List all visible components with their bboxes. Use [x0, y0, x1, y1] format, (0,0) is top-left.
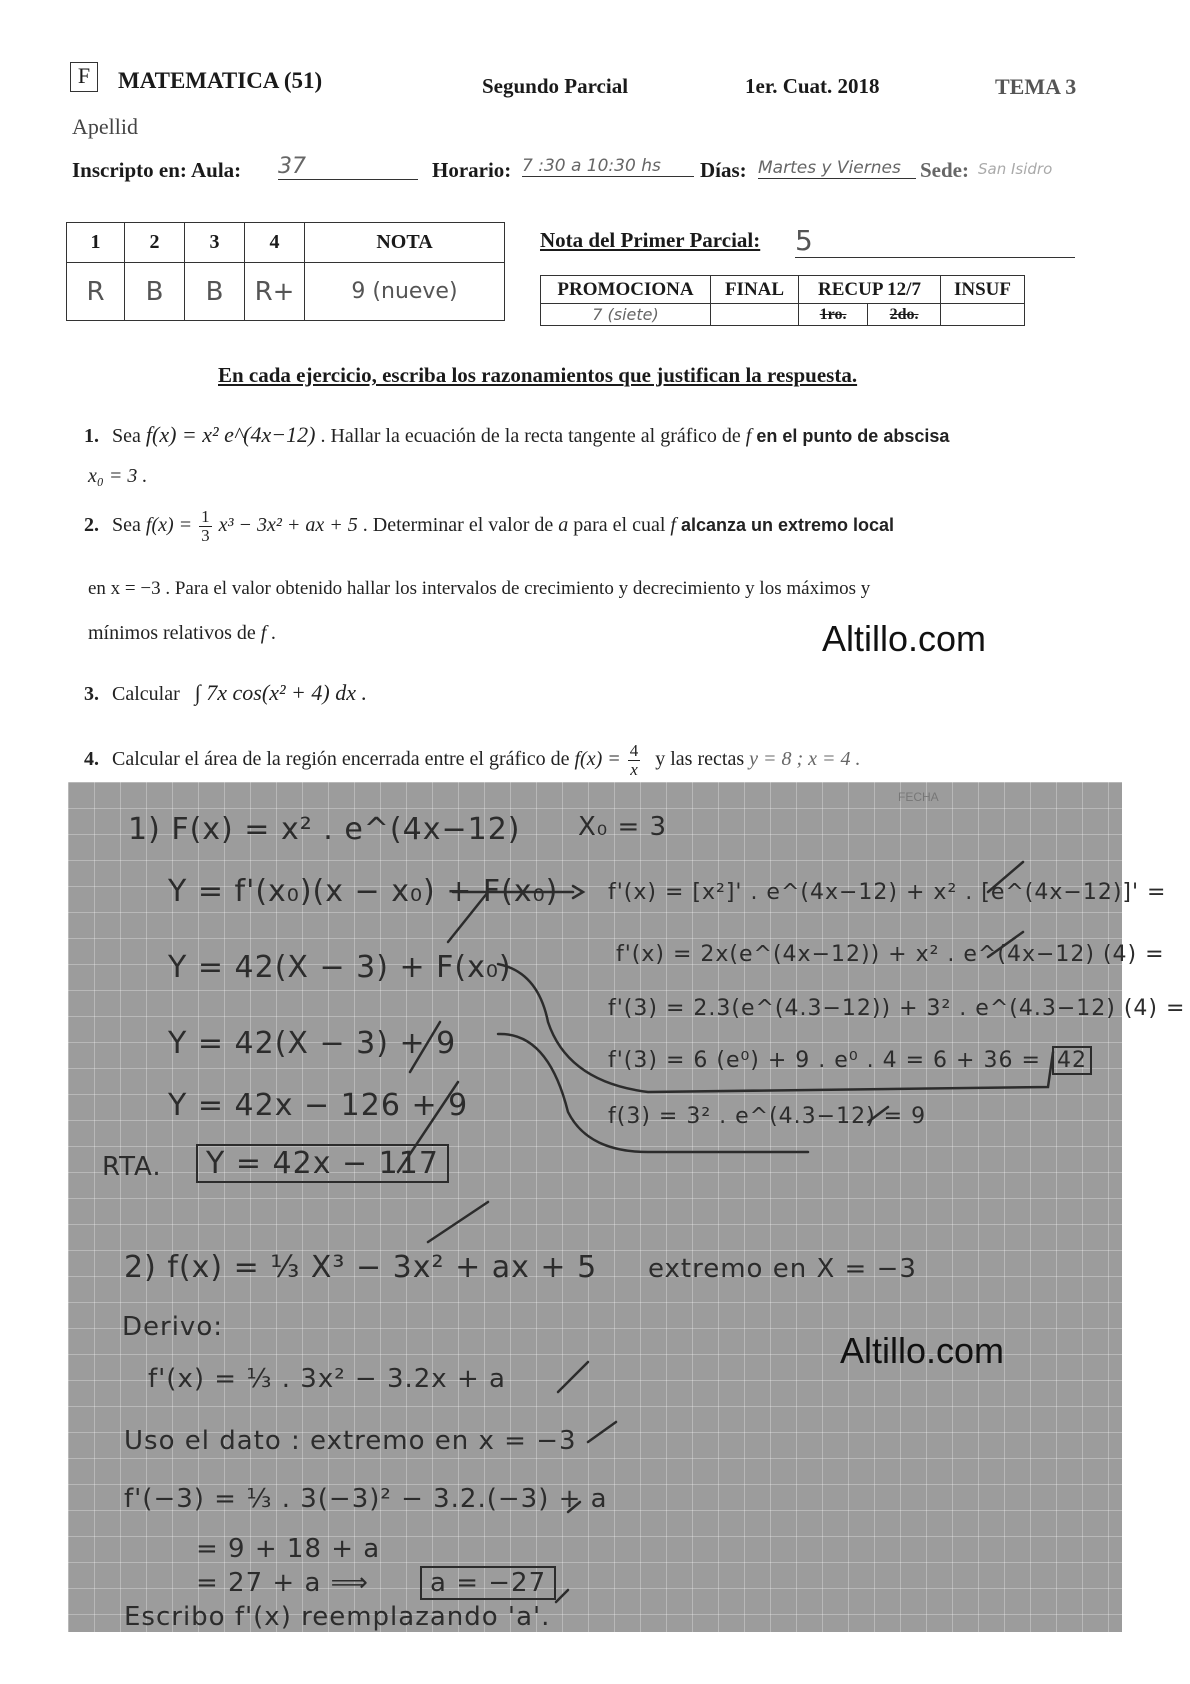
grade-value: B — [125, 263, 185, 321]
fraction-den: x — [630, 759, 638, 779]
recup-1ro: 1ro. — [799, 304, 868, 326]
result-table — [540, 275, 1025, 326]
check-mark — [558, 1362, 588, 1392]
exercise-text: para el cual — [573, 513, 666, 536]
check-mark — [988, 932, 1023, 957]
check-mark — [556, 1590, 568, 1602]
exercise-text: f(x) = — [574, 747, 621, 770]
aula-label: Inscripto en: Aula: — [72, 158, 242, 182]
exercise-number: 1. — [84, 425, 99, 447]
promociona-value: 7 (siete) — [541, 304, 711, 326]
fraction — [628, 742, 641, 779]
grades-table — [66, 222, 505, 321]
hw-line: Escribo f'(x) reemplazando 'a'. — [124, 1602, 551, 1632]
hw-line: = 9 + 18 + a — [196, 1534, 381, 1564]
instruction-heading: En cada ejercicio, escriba los razonamientos que justifican la respuesta. — [218, 363, 858, 387]
exercise-text: y = 8 ; x = 4 . — [749, 747, 861, 770]
exercise-text: Calcular — [112, 683, 180, 705]
exercise-text: f — [670, 513, 676, 536]
tema-label: TEMA 3 — [995, 74, 1077, 99]
handwritten-sheet — [68, 782, 1186, 1632]
hw-answer-2: a = −27 — [420, 1566, 556, 1600]
exercise-number: 3. — [84, 683, 99, 705]
hw-line: 1) F(x) = x² . e^(4x−12) — [128, 812, 521, 847]
check-mark — [428, 1202, 488, 1242]
fraction-den: 3 — [201, 525, 210, 545]
dias-label: Días: — [700, 158, 747, 182]
dias-value: Martes y Viernes — [758, 158, 916, 179]
watermark-text: Altillo.com — [840, 1330, 1005, 1371]
grade-value: R+ — [245, 263, 305, 321]
exercise-3 — [84, 680, 367, 706]
grade-value: B — [185, 263, 245, 321]
exercise-text: Calcular el área de la región encerrada entre el gráfico de — [112, 747, 570, 770]
exercise-2-line3 — [88, 622, 276, 645]
grade-value: R — [67, 263, 125, 321]
hw-line: f'(x) = [x²]' . e^(4x−12) + x² . [e^(4x−12)]' = — [608, 880, 1167, 905]
primer-parcial-label: Nota del Primer Parcial: — [540, 228, 761, 252]
bracket-arrow — [498, 964, 1053, 1092]
subject-title: MATEMATICA (51) — [118, 68, 323, 93]
grade-header: 4 — [245, 223, 305, 263]
hw-line: f(3) = 3² . e^(4.3−12) = 9 — [608, 1104, 927, 1129]
term-label: 1er. Cuat. 2018 — [745, 74, 880, 98]
tema-letter-box: F — [70, 62, 98, 92]
arrow-head — [573, 886, 583, 898]
exercise-text: f . — [260, 622, 277, 644]
hw-line: Y = 42(X − 3) + 9 — [168, 1026, 457, 1061]
exercise-1 — [84, 422, 949, 448]
insuf-value — [941, 304, 1025, 326]
grade-header: 3 — [185, 223, 245, 263]
hw-line: Uso el dato : extremo en x = −3 — [124, 1426, 577, 1456]
hw-answer-1: Y = 42x − 117 — [196, 1144, 449, 1183]
exercise-number: 4. — [84, 747, 99, 770]
recup-2do: 2do. — [868, 304, 941, 326]
aula-value: 37 — [278, 154, 418, 180]
exercise-1-formula: f(x) = x² e^(4x−12) — [145, 422, 316, 447]
exercise-text: f — [745, 425, 752, 447]
exercise-2-line2: en x = −3 . Para el valor obtenido hallar los intervalos de crecimiento y decrecimiento y los máximos y — [88, 578, 871, 599]
hw-line: = 27 + a ⟹ — [196, 1568, 369, 1598]
exercise-text: f(x) = — [145, 513, 193, 536]
final-value — [711, 304, 799, 326]
exercise-text: a — [558, 513, 569, 536]
exercise-text: en el punto de abscisa — [756, 426, 950, 446]
fraction-num: 4 — [629, 741, 639, 760]
hw-line: Y = 42x − 126 + 9 — [168, 1088, 469, 1123]
watermark-text: Altillo.com — [822, 618, 987, 659]
fraction-num: 1 — [201, 507, 210, 526]
grade-header: 1 — [67, 223, 125, 263]
hw-line: f'(3) = 2.3(e^(4.3−12)) + 3² . e^(4.3−12) (4) = — [608, 996, 1186, 1021]
exercise-text: alcanza un extremo local — [680, 514, 895, 535]
hw-line: Derivo: — [122, 1312, 223, 1342]
result-header: RECUP 12/7 — [799, 276, 941, 304]
hw-rta-label: RTA. — [102, 1152, 162, 1182]
check-mark — [568, 1502, 580, 1512]
exercise-text: Sea — [112, 425, 141, 447]
sede-label: Sede: — [920, 158, 969, 182]
check-mark — [588, 1422, 616, 1442]
exam-title: Segundo Parcial — [482, 74, 629, 98]
exercise-text: . Determinar el valor de — [362, 513, 554, 536]
exercise-text: . Hallar la ecuación de la recta tangente al gráfico de — [320, 425, 741, 447]
check-mark — [988, 862, 1023, 892]
hw-line: f'(−3) = ⅓ . 3(−3)² − 3.2.(−3) + a — [124, 1484, 608, 1514]
result-header: INSUF — [941, 276, 1025, 304]
horario-label: Horario: — [432, 158, 512, 182]
apellido-label: Apellid — [72, 114, 138, 139]
exercise-3-integral: ∫ 7x cos(x² + 4) dx . — [194, 680, 367, 705]
grade-header: NOTA — [305, 223, 505, 263]
hw-line: Y = 42(X − 3) + F(x₀) — [168, 950, 512, 985]
horario-value: 7 :30 a 10:30 hs — [522, 156, 694, 177]
hw-line: Y = f'(x₀)(x − x₀) + F(x₀) — [168, 874, 559, 909]
hw-line: f'(3) = 6 (e⁰) + 9 . e⁰ . 4 = 6 + 36 = — [608, 1048, 1041, 1073]
exercise-text: x³ − 3x² + ax + 5 — [218, 513, 358, 536]
exercise-1-x0: x₀ = 3 . — [88, 465, 148, 487]
exercise-text: Sea — [112, 513, 141, 536]
fraction — [199, 508, 212, 545]
check-mark — [410, 1022, 440, 1072]
grade-header: 2 — [125, 223, 185, 263]
check-mark — [398, 1082, 458, 1172]
exercise-text: y las rectas — [655, 747, 745, 770]
hw-line: f'(x) = 2x(e^(4x−12)) + x² . e^(4x−12) (4) = — [616, 942, 1165, 967]
exercise-number: 2. — [84, 513, 99, 536]
check-mark — [868, 1107, 888, 1122]
hw-line: f'(x) = ⅓ . 3x² − 3.2x + a — [148, 1364, 506, 1394]
correction-marks — [68, 782, 1122, 1632]
sede-value: San Isidro — [978, 160, 1053, 178]
hw-line: 2) f(x) = ⅓ X³ − 3x² + ax + 5 — [124, 1250, 598, 1285]
exercise-4 — [84, 742, 861, 779]
result-header: FINAL — [711, 276, 799, 304]
check-mark — [448, 892, 488, 942]
primer-parcial-value: 5 — [795, 224, 1075, 258]
hw-answer-derivative: 42 — [1052, 1046, 1092, 1075]
fecha-label: FECHA — [898, 790, 939, 804]
exercise-2 — [84, 508, 894, 545]
grade-final-value: 9 (nueve) — [305, 263, 505, 321]
exercise-text: mínimos relativos de — [88, 622, 256, 644]
hw-line: X₀ = 3 — [578, 812, 668, 842]
result-header: PROMOCIONA — [541, 276, 711, 304]
hw-line: extremo en X = −3 — [648, 1254, 917, 1284]
